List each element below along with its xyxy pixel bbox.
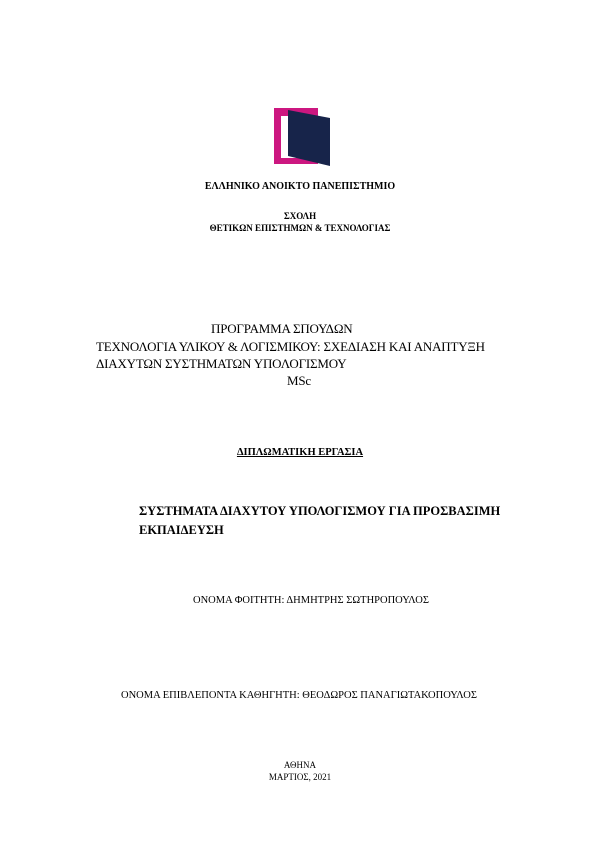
thesis-title-line2: ΕΚΠΑΙΔΕΥΣΗ bbox=[139, 523, 224, 537]
program-heading: ΠΡΟΓΡΑΜΜΑ ΣΠΟΥΔΩΝ bbox=[211, 321, 353, 336]
thesis-title-line1: ΣΥΣΤΗΜΑΤΑ ΔΙΑΧΥΤΟΥ ΥΠΟΛΟΓΙΣΜΟΥ ΓΙΑ ΠΡΟΣΒΑΣΙΜΗ bbox=[139, 504, 501, 518]
school-label: ΣΧΟΛΗ bbox=[283, 211, 317, 221]
eap-logo-icon bbox=[274, 108, 330, 166]
school-name: ΘΕΤΙΚΩΝ ΕΠΙΣΤΗΜΩΝ & ΤΕΧΝΟΛΟΓΙΑΣ bbox=[209, 223, 391, 233]
thesis-title bbox=[139, 502, 569, 540]
supervisor-name: ΟΝΟΜΑ ΕΠΙΒΛΕΠΟΝΤΑ ΚΑΘΗΓΗΤΗ: ΘΕΟΔΩΡΟΣ ΠΑΝΑΓΙΩΤΑΚΟΠΟΥΛΟΣ bbox=[121, 690, 477, 701]
program-name-line2: ΔΙΑΧΥΤΩΝ ΣΥΣΤΗΜΑΤΩΝ ΥΠΟΛΟΓΙΣΜΟΥ bbox=[96, 356, 347, 371]
footer-date: ΜΑΡΤΙΟΣ, 2021 bbox=[268, 772, 332, 782]
degree-label: MSc bbox=[287, 373, 311, 388]
footer-city: ΑΘΗΝΑ bbox=[283, 760, 317, 770]
thesis-label: ΔΙΠΛΩΜΑΤΙΚΗ ΕΡΓΑΣΙΑ bbox=[236, 447, 364, 458]
student-name: ΟΝΟΜΑ ΦΟΙΤΗΤΗ: ΔΗΜΗΤΡΗΣ ΣΩΤΗΡΟΠΟΥΛΟΣ bbox=[193, 595, 429, 606]
university-name: ΕΛΛΗΝΙΚΟ ΑΝΟΙΚΤΟ ΠΑΝΕΠΙΣΤΗΜΙΟ bbox=[204, 181, 396, 192]
program-name-line1: ΤΕΧΝΟΛΟΓΙΑ ΥΛΙΚΟΥ & ΛΟΓΙΣΜΙΚΟΥ: ΣΧΕΔΙΑΣΗ ΚΑΙ ΑΝΑΠΤΥΞΗ bbox=[96, 339, 485, 354]
